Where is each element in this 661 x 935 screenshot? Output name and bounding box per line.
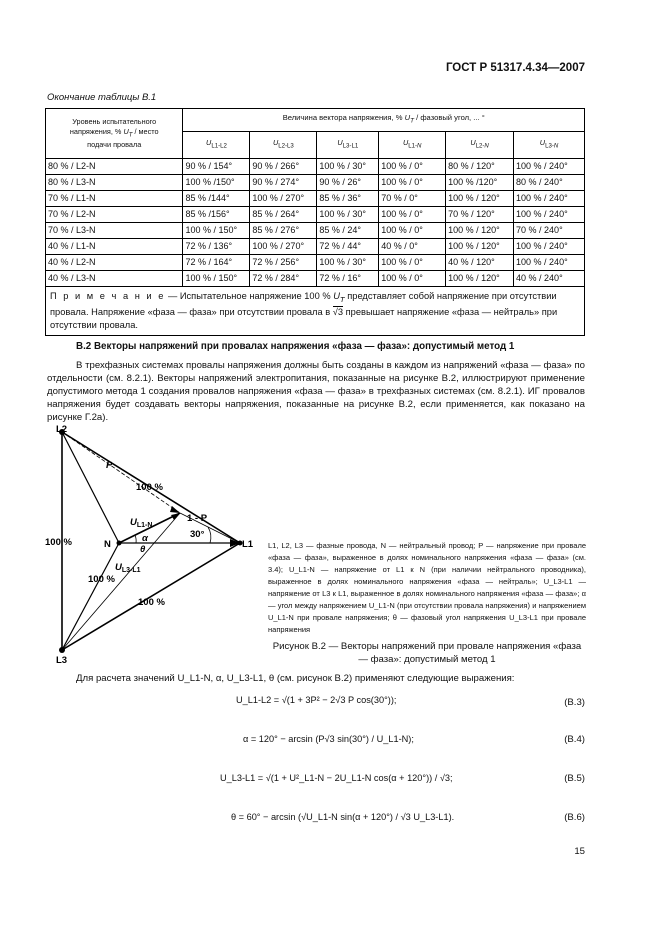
table-cell: 100 % / 150°: [183, 223, 250, 239]
table-cell: 72 % / 16°: [317, 271, 379, 287]
label-l3: L3: [56, 655, 68, 665]
head-vector: Величина вектора напряжения, % $U_T$ / фазовый угол, ... °: [183, 109, 585, 132]
table-row: [46, 159, 585, 175]
table-cell: 100 % / 240°: [514, 191, 585, 207]
table-cell: 100 % / 0°: [379, 271, 446, 287]
label-alpha: α: [142, 533, 148, 544]
vector-ul3l1: [62, 513, 180, 650]
table-cell: 80 % / L3-N: [46, 175, 183, 191]
table-cell: 85 % / 36°: [317, 191, 379, 207]
table-caption: Окончание таблицы В.1: [47, 92, 157, 103]
table-cell: 100 % / 120°: [446, 191, 514, 207]
table-cell: 100 % / 30°: [317, 207, 379, 223]
vector-diagram: [40, 420, 270, 665]
section-title: В.2 Векторы напряжений при провалах напряжения «фаза — фаза»: допустимый метод 1: [76, 341, 515, 352]
vector-p: [62, 432, 180, 513]
table-cell: 85 % / 264°: [250, 207, 317, 223]
col-ul1n: $U_{L1-N}$: [379, 132, 446, 159]
table-cell: 40 % / L1-N: [46, 239, 183, 255]
table-cell: 40 % / L3-N: [46, 271, 183, 287]
table-cell: 40 % / 120°: [446, 255, 514, 271]
label-pct-mid: 100 %: [88, 574, 115, 585]
eqno-b3: (В.3): [564, 697, 585, 708]
table-cell: 70 % / 0°: [379, 191, 446, 207]
table-cell: 100 % / 120°: [446, 239, 514, 255]
table-body: [46, 159, 585, 287]
table-cell: 100 % / 150°: [183, 271, 250, 287]
head-level: Уровень испытательного напряжения, % $U_T$ / место подачи провала: [46, 109, 183, 159]
label-p: P: [106, 460, 113, 471]
section-paragraph: В трехфазных системах провалы напряжения должны быть созданы в каждом из напряжений «фаза — фаза» по отдельности (см. 8.2.1). Векторы напряжений электропитания, показанные на рисунке В.2, иллюстрируют применение допустимого метода 1 создания провалов напряжения «фаза — фаза» в трехфазных системах (см. 8.2.1). ИГ провалов напряжения будет создавать векторы напряжения, показанные на рисунке В.2, если применяется, как показано на рисунке Г.2а).: [47, 360, 585, 423]
line-l2-n: [62, 432, 119, 543]
col-ul1l2: $U_{L1-L2}$: [183, 132, 250, 159]
table-cell: 90 % / 274°: [250, 175, 317, 191]
table-cell: 70 % / 120°: [446, 207, 514, 223]
table-cell: 85 % / 276°: [250, 223, 317, 239]
table-row: [46, 255, 585, 271]
table-cell: 100 % / 240°: [514, 159, 585, 175]
table-cell: 90 % / 26°: [317, 175, 379, 191]
eqno-b4: (В.4): [564, 734, 585, 745]
table-cell: 40 % / L2-N: [46, 255, 183, 271]
eqno-b6: (В.6): [564, 812, 585, 823]
table-note: П р и м е ч а н и е — Испытательное напряжение 100 % $U_T$ представляет собой напряжение при отсутствии провала. Напряжение «фаза — фаза» при отсутствии провала в √3 превышает напряжение «фаза — нейтраль» при отсутствии провала.: [46, 287, 585, 336]
document-header: ГОСТ Р 51317.4.34—2007: [445, 62, 585, 74]
table-cell: 100 % / 0°: [379, 175, 446, 191]
label-1-p: 1 - P: [187, 513, 208, 524]
table-cell: 85 % /156°: [183, 207, 250, 223]
table-cell: 100 % / 0°: [379, 159, 446, 175]
table-cell: 70 % / L1-N: [46, 191, 183, 207]
equation-b3: U_L1-L2 = √(1 + 3P² − 2√3 P cos(30°));: [236, 695, 397, 705]
table-cell: 85 % / 24°: [317, 223, 379, 239]
table-row: [46, 223, 585, 239]
table-cell: 72 % / 44°: [317, 239, 379, 255]
table-cell: 100 % /120°: [446, 175, 514, 191]
page-number: 15: [574, 846, 585, 857]
arc-30: [208, 527, 211, 543]
table-cell: 100 % / 30°: [317, 255, 379, 271]
equation-b5: U_L3-L1 = √(1 + U²_L1-N − 2U_L1-N cos(α + 120°)) / √3;: [220, 773, 453, 783]
table-row: [46, 207, 585, 223]
label-ul3l1: $U_{L3-L1}$: [115, 562, 141, 574]
table-cell: 100 % / 240°: [514, 207, 585, 223]
label-30: 30°: [190, 529, 205, 540]
label-pct-left: 100 %: [45, 537, 72, 548]
figure-caption: Рисунок В.2 — Векторы напряжений при провале напряжения «фаза — фаза»: допустимый метод 1: [272, 641, 582, 665]
table-cell: 80 % / L2-N: [46, 159, 183, 175]
node-l3: [59, 647, 65, 653]
vector-table: [45, 108, 585, 336]
equation-b4: α = 120° − arcsin (P√3 sin(30°) / U_L1-N);: [243, 734, 414, 744]
table-cell: 100 % / 270°: [250, 191, 317, 207]
label-pct-bottom: 100 %: [138, 597, 165, 608]
table-cell: 100 % / 0°: [379, 255, 446, 271]
table-row: [46, 191, 585, 207]
equation-b6: θ = 60° − arcsin (√U_L1-N sin(α + 120°) / √3 U_L3-L1).: [231, 812, 455, 822]
arrow-ul1n: [171, 513, 180, 520]
col-ul2n: $U_{L2-N}$: [446, 132, 514, 159]
table-cell: 70 % / L2-N: [46, 207, 183, 223]
table-cell: 100 % /150°: [183, 175, 250, 191]
table-cell: 80 % / 240°: [514, 175, 585, 191]
label-ul1n: $U_{L1-N}$: [130, 517, 153, 529]
col-ul2l3: $U_{L2-L3}$: [250, 132, 317, 159]
table-cell: 100 % / 120°: [446, 223, 514, 239]
table-cell: 40 % / 240°: [514, 271, 585, 287]
label-n: N: [104, 539, 111, 550]
col-ul3l1: $U_{L3-L1}$: [317, 132, 379, 159]
table-cell: 72 % / 284°: [250, 271, 317, 287]
table-cell: 85 % /144°: [183, 191, 250, 207]
table-cell: 100 % / 120°: [446, 271, 514, 287]
label-l2: L2: [56, 424, 68, 435]
arc-alpha: [135, 535, 136, 543]
table-cell: 100 % / 30°: [317, 159, 379, 175]
col-ul3n: $U_{L3-N}$: [514, 132, 585, 159]
figure-legend: L1, L2, L3 — фазные провода, N — нейтральный провод; P — напряжение при провале «фаза — фаза», выраженное в долях номинального напряжения «фаза — фаза» (см. 3.4); U_L1-N — напряжение от L1 к N (при наличии нейтрального проводника), выраженное в долях номинального напряжения «фаза — нейтраль»; U_L3-L1 — напряжение от L3 к L1, выраженное в долях номинального напряжения «фаза — фаза»; α — угол между напряжением U_L1-N (при отсутствии провала напряжения) и напряжением U_L1-N при провале напряжения; θ — фазовый угол напряжения U_L3-L1 при провале напряжения: [268, 541, 586, 634]
table-cell: 90 % / 266°: [250, 159, 317, 175]
table-cell: 100 % / 240°: [514, 255, 585, 271]
table-cell: 70 % / L3-N: [46, 223, 183, 239]
eqno-b5: (В.5): [564, 773, 585, 784]
table-cell: 90 % / 154°: [183, 159, 250, 175]
formulas-intro: Для расчета значений U_L1-N, α, U_L3-L1, θ (см. рисунок В.2) применяют следующие выражения:: [76, 673, 515, 684]
table-cell: 72 % / 136°: [183, 239, 250, 255]
label-theta: θ: [140, 544, 146, 555]
table-cell: 40 % / 0°: [379, 239, 446, 255]
table-cell: 70 % / 240°: [514, 223, 585, 239]
table-cell: 72 % / 256°: [250, 255, 317, 271]
table-cell: 100 % / 0°: [379, 223, 446, 239]
table-cell: 100 % / 0°: [379, 207, 446, 223]
table-cell: 80 % / 120°: [446, 159, 514, 175]
label-pct-top: 100 %: [136, 482, 163, 493]
node-n: [117, 541, 122, 546]
label-l1: L1: [242, 539, 254, 550]
table-row: [46, 271, 585, 287]
table-cell: 100 % / 270°: [250, 239, 317, 255]
line-n-l3: [62, 543, 119, 650]
table-row: [46, 239, 585, 255]
table-row: [46, 175, 585, 191]
table-cell: 100 % / 240°: [514, 239, 585, 255]
table-cell: 72 % / 164°: [183, 255, 250, 271]
